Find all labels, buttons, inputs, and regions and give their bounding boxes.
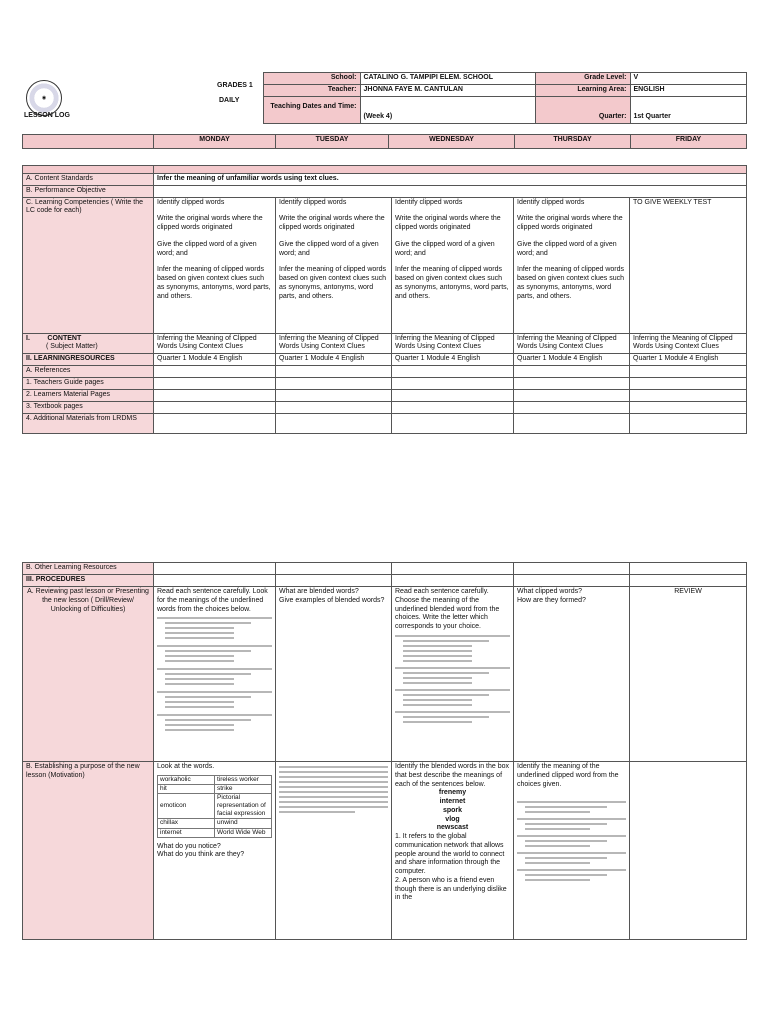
resources-monday: Quarter 1 Module 4 English	[154, 354, 276, 366]
day-wednesday: WEDNESDAY	[389, 135, 515, 149]
header-table	[22, 72, 747, 124]
grade-level-value: V	[630, 73, 746, 85]
procedures-label: III. PROCEDURES	[23, 575, 154, 587]
worksheet-thumbnail	[517, 801, 626, 881]
other-resources-label: B. Other Learning Resources	[23, 563, 154, 575]
motivation-thursday: Identify the meaning of the underlined clipped word from the choices given.	[514, 762, 630, 940]
day-thursday: THURSDAY	[515, 135, 631, 149]
school-value: CATALINO G. TAMPIPI ELEM. SCHOOL	[360, 73, 535, 85]
learning-area-value: ENGLISH	[630, 84, 746, 96]
review-monday: Read each sentence carefully. Look for the meanings of the underlined words from the choices below.	[154, 587, 276, 762]
competencies-wednesday: Identify clipped words Write the original words where the clipped words originated Give the clipped word of a given word; and Infer the meaning of clipped words based on given context clues such as synonyms, antonyms, word parts, and others.	[392, 197, 514, 333]
deped-seal-logo: ◉	[26, 80, 62, 116]
content-label: I. CONTENT ( Subject Matter)	[23, 333, 154, 354]
grades-label: GRADES 1	[217, 81, 253, 89]
textbook-label: 3. Textbook pages	[23, 401, 154, 413]
review-tuesday: What are blended words? Give examples of blended words?	[276, 587, 392, 762]
content-thursday: Inferring the Meaning of Clipped Words Using Context Clues	[514, 333, 630, 354]
teacher-label: Teacher:	[263, 84, 360, 96]
word-meaning-table: workaholic tireless worker hit strike emoticon Pictorial representation of facial expression chillax unwind internet World Wide Web	[157, 775, 272, 838]
motivation-friday	[630, 762, 747, 940]
day-tuesday: TUESDAY	[276, 135, 389, 149]
motivation-label: B. Establishing a purpose of the new lesson (Motivation)	[23, 762, 154, 940]
content-wednesday: Inferring the Meaning of Clipped Words Using Context Clues	[392, 333, 514, 354]
teacher-value: JHONNA FAYE M. CANTULAN	[360, 84, 535, 96]
objectives-table	[22, 165, 747, 434]
references-label: A. References	[23, 365, 154, 377]
worksheet-thumbnail	[157, 617, 272, 731]
dates-label: Teaching Dates and Time:	[263, 96, 360, 123]
worksheet-thumbnail	[395, 635, 510, 723]
day-header-table	[22, 134, 747, 149]
motivation-tuesday	[276, 762, 392, 940]
review-friday: REVIEW	[630, 587, 747, 762]
review-wednesday: Read each sentence carefully. Choose the meaning of the underlined blended word from the choices. Write the letter which corresponds to your choice.	[392, 587, 514, 762]
daily-lesson-log-label: DAILY LESSON LOG	[24, 97, 240, 119]
resources-thursday: Quarter 1 Module 4 English	[514, 354, 630, 366]
content-friday: Inferring the Meaning of Clipped Words Using Context Clues	[630, 333, 747, 354]
school-label: School:	[263, 73, 360, 85]
teachers-guide-label: 1. Teachers Guide pages	[23, 377, 154, 389]
blended-word-box: frenemy internet spork vlog newscast	[436, 789, 469, 832]
competencies-monday: Identify clipped words Write the original words where the clipped words originated Give the clipped word of a given word; and Infer the meaning of clipped words based on given context clues such as synonyms, antonyms, word parts, and others.	[154, 197, 276, 333]
day-monday: MONDAY	[154, 135, 276, 149]
competencies-friday: TO GIVE WEEKLY TEST	[630, 197, 747, 333]
learners-material-label: 2. Learners Material Pages	[23, 389, 154, 401]
learning-area-label: Learning Area:	[535, 84, 630, 96]
competencies-tuesday: Identify clipped words Write the original words where the clipped words originated Give the clipped word of a given word; and Infer the meaning of clipped words based on given context clues such as synonyms, antonyms, word parts, and others.	[276, 197, 392, 333]
reading-passage-thumbnail	[279, 766, 388, 813]
additional-materials-label: 4. Additional Materials from LRDMS	[23, 413, 154, 433]
resources-friday: Quarter 1 Module 4 English	[630, 354, 747, 366]
learning-resources-label: II. LEARNINGRESOURCES	[23, 354, 154, 366]
review-thursday: What clipped words? How are they formed?	[514, 587, 630, 762]
content-tuesday: Inferring the Meaning of Clipped Words Using Context Clues	[276, 333, 392, 354]
motivation-wednesday: Identify the blended words in the box that best describe the meanings of each of the sentences below. frenemy internet spork vlog newscast 1. It refers to the global communication network that allows people around the world to connect and share information through the computer. 2. A person who is a friend even though there is an underlying dislike in the	[392, 762, 514, 940]
content-standards-value: Infer the meaning of unfamiliar words using text clues.	[154, 174, 747, 186]
competencies-thursday: Identify clipped words Write the original words where the clipped words originated Give the clipped word of a given word; and Infer the meaning of clipped words based on given context clues such as synonyms, antonyms, word parts, and others.	[514, 197, 630, 333]
day-friday: FRIDAY	[631, 135, 747, 149]
content-monday: Inferring the Meaning of Clipped Words Using Context Clues	[154, 333, 276, 354]
dates-value: (Week 4)	[360, 96, 535, 123]
day-header-blank	[23, 135, 154, 149]
motivation-monday: Look at the words. workaholic tireless worker hit strike emoticon Pictorial representation of facial expression chillax unwind internet World Wide Web What do you notice? What do you think are they?	[154, 762, 276, 940]
learning-competencies-label: C. Learning Competencies ( Write the LC code for each)	[23, 197, 154, 333]
quarter-label: Quarter:	[535, 96, 630, 123]
performance-objective-label: B. Performance Objective	[23, 185, 154, 197]
review-label: A. Reviewing past lesson or Presenting the new lesson ( Drill/Review/ Unlocking of Difficulties)	[23, 587, 154, 762]
resources-tuesday: Quarter 1 Module 4 English	[276, 354, 392, 366]
grade-level-label: Grade Level:	[535, 73, 630, 85]
content-standards-label: A. Content Standards	[23, 174, 154, 186]
resources-wednesday: Quarter 1 Module 4 English	[392, 354, 514, 366]
procedures-table	[22, 562, 747, 940]
quarter-value: 1st Quarter	[630, 96, 746, 123]
